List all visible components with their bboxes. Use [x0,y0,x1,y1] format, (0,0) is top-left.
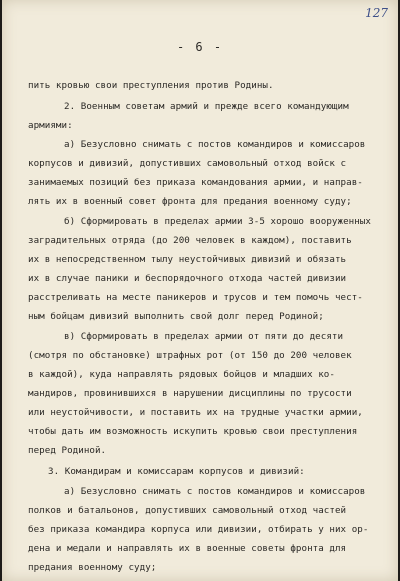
text-line: армиями: [28,120,73,131]
text-line: мандиров, провинившихся в нарушении дисциплины по трусости [28,388,352,399]
text-line: дена и медали и направлять их в военные советы фронта для [28,543,347,554]
text-line: заградительных отряда (до 200 человек в каждом), поставить [28,235,352,246]
text-line: в каждой), куда направлять рядовых бойцов и младших ко- [28,369,335,380]
text-line: а) Безусловно снимать с постов командиров и комиссаров [64,486,366,497]
text-line: или неустойчивости, и поставить их на трудные участки армии, [28,407,363,418]
text-line: лять их в военный совет фронта для предания военному суду; [28,196,352,207]
text-line: полков и батальонов, допустивших самовольный отход частей [28,505,347,516]
archive-page-stamp: 127 [365,6,388,20]
text-line: 2. Военным советам армий и прежде всего командующим [64,101,349,112]
text-line: а) Безусловно снимать с постов командиров и комиссаров [64,139,366,150]
page-number-header: - 6 - [176,40,224,54]
text-line: (смотря по обстановке) штрафных рот (от 150 до 200 человек [28,350,352,361]
text-line: пить кровью свои преступления против Родины. [28,80,274,91]
text-line: корпусов и дивизий, допустивших самовольный отход войск с [28,158,347,169]
text-line: их в непосредственном тылу неустойчивых дивизий и обязать [28,254,347,265]
text-line: предания военному суду; [28,562,157,573]
text-line: ным бойцам дивизий выполнить свой долг перед Родиной; [28,311,324,322]
text-line: без приказа командира корпуса или дивизии, отбирать у них ор- [28,524,369,535]
text-line: 3. Командирам и комиссарам корпусов и дивизий: [48,466,305,477]
text-line: б) Сформировать в пределах армии 3-5 хорошо вооруженных [64,216,371,227]
text-line: их в случае паники и беспорядочного отхода частей дивизии [28,273,347,284]
text-line: в) Сформировать в пределах армии от пяти до десяти [64,331,344,342]
document-page [2,0,398,581]
text-line: перед Родиной. [28,445,107,456]
text-line: занимаемых позиций без приказа командования армии, и направ- [28,177,363,188]
text-line: чтобы дать им возможность искупить кровью свои преступления [28,426,358,437]
text-line: расстреливать на месте паникеров и трусов и тем помочь чест- [28,292,363,303]
